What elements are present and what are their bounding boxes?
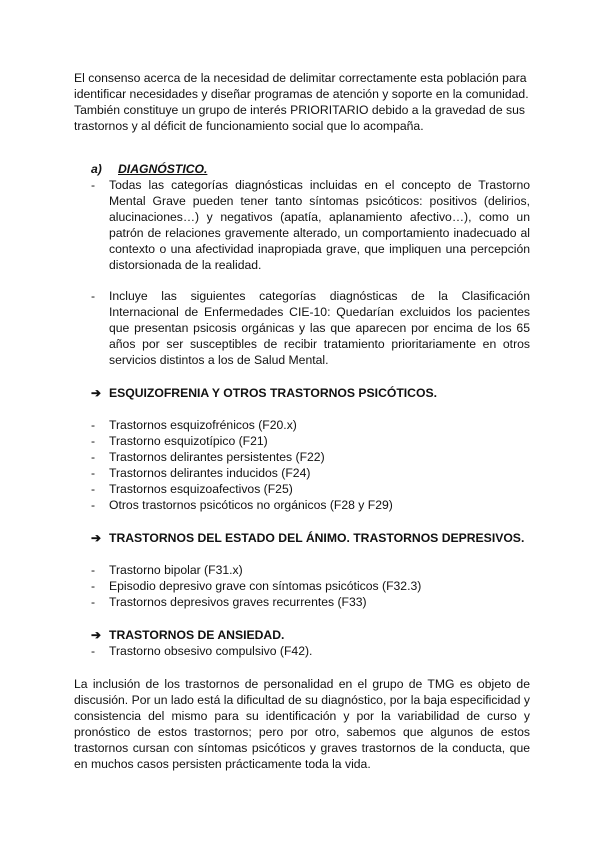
list-item-text: Trastornos depresivos graves recurrentes (F33) [109, 595, 367, 609]
dash-bullet: - [91, 418, 96, 432]
dash-bullet: - [91, 595, 96, 609]
list-item-text: Trastorno esquizotípico (F21) [109, 434, 268, 448]
dash-bullet: - [91, 466, 96, 480]
diagnostic-point-text: Todas las categorías diagnósticas incluidas en el concepto de Trastorno Mental Grave pueden tener tanto síntomas psicóticos: positivos (delirios, alucinaciones…) y negativos (apatía, aplanamiento afectivo…), como un patrón de relaciones gravemente alterado, un comportamiento inadecuado al contexto o una afectividad inapropiada grave, que impliquen una percepción distorsionada de la realidad. [109, 178, 530, 272]
dash-bullet: - [91, 498, 96, 512]
group-heading-text: TRASTORNOS DEL ESTADO DEL ÁNIMO. TRASTORNOS DEPRESIVOS. [109, 531, 525, 545]
section-title: DIAGNÓSTICO. [118, 162, 208, 176]
arrow-icon: ➔ [91, 531, 102, 545]
dash-bullet: - [91, 450, 96, 464]
list-item-text: Trastornos esquizofrénicos (F20.x) [109, 418, 297, 432]
dash-bullet: - [91, 178, 96, 192]
list-item [91, 465, 530, 481]
diagnosis-list-ansiedad [74, 643, 530, 659]
diagnostic-point-text: Incluye las siguientes categorías diagnósticas de la Clasificación Internacional de Enfermedades CIE-10: Quedarían excluidos los pacientes que presentan psicosis orgánicas y las que aparecen por encima de los 65 años por ser susceptibles de recibir tratamiento prioritariamente en otros servicios distintos a los de Salud Mental. [109, 289, 530, 367]
document-page [74, 70, 530, 772]
list-item-text: Trastornos delirantes inducidos (F24) [109, 466, 311, 480]
list-item [91, 433, 530, 449]
list-item [91, 417, 530, 433]
list-item-text: Otros trastornos psicóticos no orgánicos (F28 y F29) [109, 498, 393, 512]
list-item [91, 481, 530, 497]
diagnosis-list-depresivos [74, 562, 530, 610]
diagnostic-point [91, 177, 530, 273]
group-heading-esquizofrenia [91, 385, 530, 401]
diagnosis-list-psicoticos [74, 417, 530, 513]
section-letter: a) [91, 162, 102, 176]
closing-paragraph: La inclusión de los trastornos de personalidad en el grupo de TMG es objeto de discusión. Por un lado está la dificultad de su diagnóstico, por la baja especificidad y consistencia del mismo para su identificación y por la variabilidad de curso y pronóstico de estos trastornos; pero por otro, sabemos que algunos de estos trastornos cursan con síntomas psicóticos y graves trastornos de la conducta, que en muchos casos persisten prácticamente toda la vida. [74, 677, 530, 771]
arrow-icon: ➔ [91, 628, 102, 642]
list-item [91, 449, 530, 465]
intro-paragraph: El consenso acerca de la necesidad de delimitar correctamente esta población para identificar necesidades y diseñar programas de atención y soporte en la comunidad. También constituye un grupo de interés PRIORITARIO debido a la gravedad de sus trastornos y al déficit de funcionamiento social que lo acompaña. [74, 71, 529, 133]
dash-bullet: - [91, 289, 96, 303]
group-heading-text: TRASTORNOS DE ANSIEDAD. [109, 628, 285, 642]
list-item [91, 497, 530, 513]
list-item [91, 562, 530, 578]
dash-bullet: - [91, 563, 96, 577]
list-item-text: Episodio depresivo grave con síntomas psicóticos (F32.3) [109, 579, 422, 593]
list-item-text: Trastorno bipolar (F31.x) [109, 563, 243, 577]
list-item-text: Trastorno obsesivo compulsivo (F42). [109, 644, 313, 658]
group-heading-estado-animo [91, 530, 530, 546]
dash-bullet: - [91, 644, 96, 658]
list-item [91, 578, 530, 594]
list-item-text: Trastornos esquizoafectivos (F25) [109, 482, 293, 496]
diagnostic-point [91, 288, 530, 368]
group-heading-ansiedad [91, 627, 530, 643]
arrow-icon: ➔ [91, 386, 102, 400]
list-item [91, 643, 530, 659]
dash-bullet: - [91, 434, 96, 448]
dash-bullet: - [91, 482, 96, 496]
group-heading-text: ESQUIZOFRENIA Y OTROS TRASTORNOS PSICÓTICOS. [109, 386, 437, 400]
dash-bullet: - [91, 579, 96, 593]
list-item-text: Trastornos delirantes persistentes (F22) [109, 450, 325, 464]
section-heading-diagnostico [91, 161, 530, 177]
list-item [91, 594, 530, 610]
